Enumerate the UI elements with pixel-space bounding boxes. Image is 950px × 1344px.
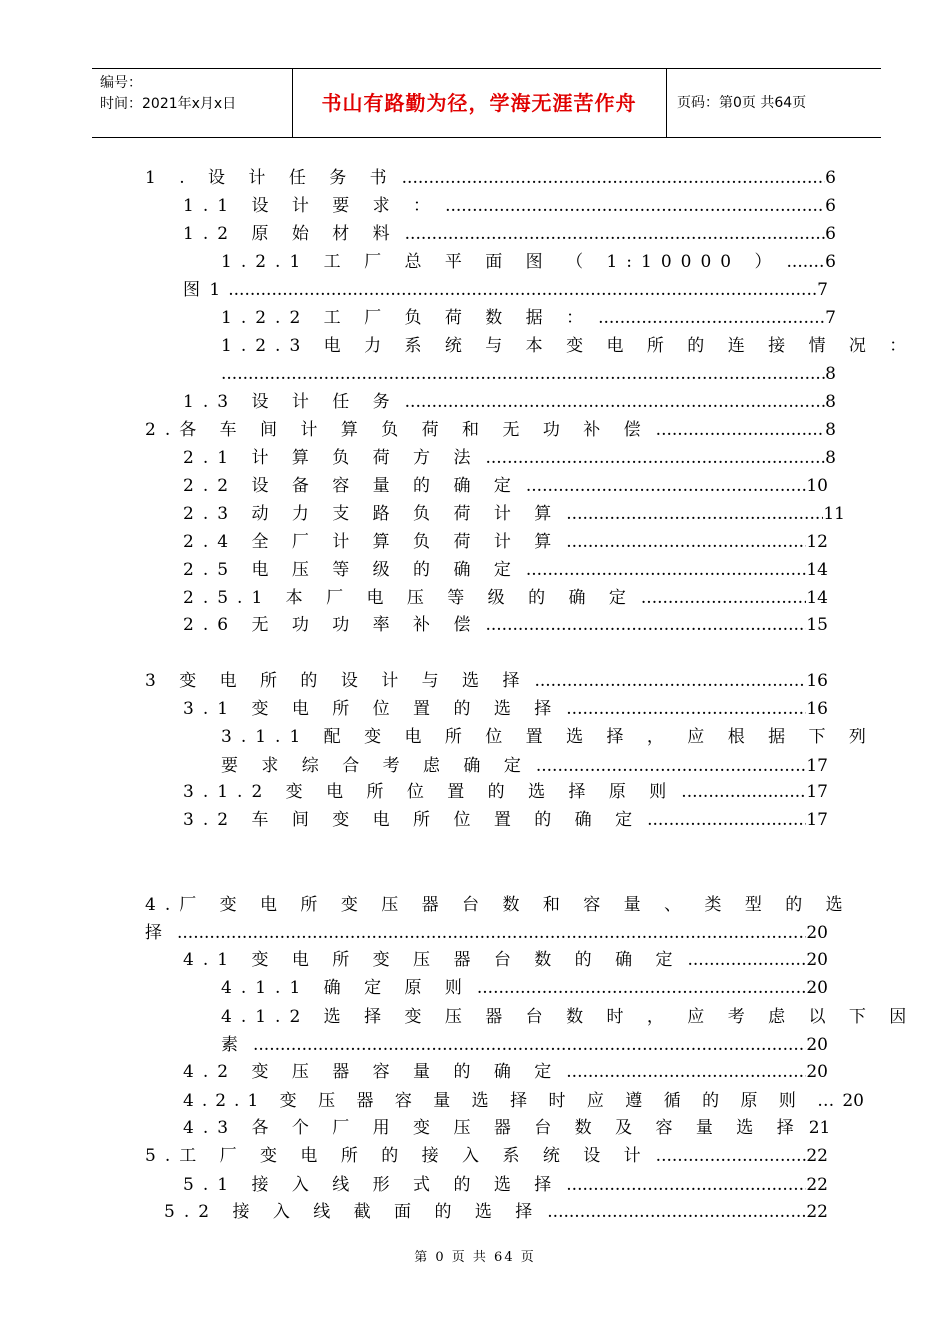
- toc-leader: [656, 1145, 807, 1167]
- toc-entry-title: 3.1.2 变 电 所 位 置 的 选 择 原 则: [183, 782, 676, 802]
- toc-entry[interactable]: [145, 167, 836, 189]
- toc-leader: [598, 307, 825, 329]
- toc-leader: [656, 419, 826, 441]
- toc-entry-title: 4.2 变 压 器 容 量 的 确 定: [183, 1062, 561, 1082]
- toc-entry-title: 素: [221, 1035, 247, 1055]
- toc-entry[interactable]: [183, 447, 836, 469]
- toc-leader: [566, 1061, 806, 1083]
- toc-entry-title[interactable]: 4.1.2 选 择 变 压 器 台 数 时 ， 应 考 虑 以 下 因: [221, 1007, 916, 1027]
- toc-entry-title[interactable]: 3.1.1 配 变 电 所 位 置 选 择 ， 应 根 据 下 列: [221, 727, 875, 747]
- toc-entry-page: 8: [825, 420, 836, 440]
- toc-leader: [566, 1174, 806, 1196]
- toc-entry-page: 17: [806, 810, 828, 830]
- toc-entry-page: 22: [806, 1202, 828, 1222]
- toc-entry[interactable]: [183, 195, 836, 217]
- toc-leader: [485, 614, 806, 636]
- toc-entry-title: 要 求 综 合 考 虑 确 定: [221, 756, 530, 776]
- toc-entry[interactable]: [183, 781, 828, 803]
- number-label: 编号：: [100, 75, 142, 91]
- toc-entry-title: 2.6 无 功 功 率 补 偿: [183, 615, 480, 635]
- page-footer: 第 0 页 共 64 页: [414, 1250, 536, 1265]
- toc-entry[interactable]: [164, 1201, 828, 1223]
- toc-entry[interactable]: [183, 531, 828, 553]
- toc-entry-page: 8: [825, 392, 836, 412]
- toc-entry-title: 4.2.1 变 压 器 容 量 选 择 时 应 遵 循 的 原 则 …: [183, 1091, 843, 1111]
- page-header: [92, 68, 881, 138]
- toc-entry-title: 5.2 接 入 线 截 面 的 选 择: [164, 1202, 542, 1222]
- toc-entry-page: 22: [806, 1146, 828, 1166]
- toc-entry[interactable]: [183, 1174, 828, 1196]
- toc-entry[interactable]: [145, 670, 828, 692]
- toc-entry-title: 3.2 车 间 变 电 所 位 置 的 确 定: [183, 810, 642, 830]
- toc-entry-page: 11: [823, 504, 845, 524]
- toc-entry[interactable]: [183, 949, 828, 971]
- toc-entry-page: 6: [825, 224, 836, 244]
- toc-entry-page: 8: [825, 364, 836, 384]
- toc-leader: [526, 559, 806, 581]
- toc-leader: [405, 223, 826, 245]
- toc-leader: [477, 977, 806, 999]
- toc-entry-title: 5.工 厂 变 电 所 的 接 入 系 统 设 计: [145, 1146, 650, 1166]
- toc-entry-page: 8: [825, 448, 836, 468]
- toc-entry[interactable]: [183, 1090, 864, 1112]
- toc-leader: [221, 363, 825, 385]
- toc-entry-title: 2.5 电 压 等 级 的 确 定: [183, 560, 520, 580]
- toc-entry-title: 2.1 计 算 负 荷 方 法: [183, 448, 480, 468]
- toc-leader: [405, 391, 826, 413]
- toc-leader: [566, 531, 806, 553]
- toc-entry-title: 2.4 全 厂 计 算 负 荷 计 算: [183, 532, 561, 552]
- toc-entry-title[interactable]: 4.厂 变 电 所 变 压 器 台 数 和 容 量 、 类 型 的 选: [145, 895, 852, 915]
- toc-leader: [787, 251, 826, 273]
- toc-entry-title: 5.1 接 入 线 形 式 的 选 择: [183, 1175, 561, 1195]
- toc-entry[interactable]: [183, 475, 828, 497]
- toc-entry[interactable]: [183, 223, 836, 245]
- toc-entry[interactable]: [183, 559, 828, 581]
- toc-entry-page: 6: [825, 168, 836, 188]
- toc-entry-page: 20: [806, 1035, 828, 1055]
- toc-entry-title: 1.3 设 计 任 务: [183, 392, 399, 412]
- toc-entry-page: 10: [806, 476, 828, 496]
- toc-entry-page: 16: [806, 699, 828, 719]
- toc-leader: [687, 949, 806, 971]
- toc-entry-title[interactable]: 1.2.3 电 力 系 统 与 本 变 电 所 的 连 接 情 况 ：: [221, 336, 916, 356]
- toc-entry[interactable]: [221, 307, 836, 329]
- toc-leader: [253, 1034, 806, 1056]
- toc-entry-title: 2.2 设 备 容 量 的 确 定: [183, 476, 520, 496]
- toc-entry-page: 20: [842, 1091, 864, 1111]
- toc-leader: [177, 922, 806, 944]
- toc-entry-page: 7: [817, 280, 828, 300]
- toc-entry-page: 14: [806, 588, 828, 608]
- header-page-number: 页码：第0页 共64页: [677, 95, 807, 111]
- toc-leader: [547, 1201, 806, 1223]
- toc-entry-title: 4.3 各 个 厂 用 变 压 器 台 数 及 容 量 选 择: [183, 1118, 803, 1138]
- toc-entry-title: 2.各 车 间 计 算 负 荷 和 无 功 补 偿: [145, 420, 650, 440]
- header-motto: 书山有路勤为径，学海无涯苦作舟: [321, 91, 637, 115]
- toc-entry-page: 15: [806, 615, 828, 635]
- toc-entry-page: 6: [825, 196, 836, 216]
- toc-leader: [534, 670, 806, 692]
- toc-entry[interactable]: [145, 1145, 828, 1167]
- toc-entry-title: 4.1.1 确 定 原 则: [221, 978, 471, 998]
- toc-entry[interactable]: [183, 809, 828, 831]
- toc-leader: [526, 475, 806, 497]
- toc-entry-page: 6: [825, 252, 836, 272]
- toc-entry[interactable]: [183, 503, 845, 525]
- toc-entry-title: 1.2 原 始 材 料: [183, 224, 399, 244]
- toc-entry[interactable]: [183, 614, 828, 636]
- toc-entry[interactable]: [183, 279, 828, 301]
- toc-entry-title: 1.1 设 计 要 求 ：: [183, 196, 440, 216]
- toc-leader: [641, 587, 806, 609]
- toc-entry[interactable]: [221, 755, 828, 777]
- toc-entry[interactable]: [221, 1034, 828, 1056]
- toc-leader: [402, 167, 826, 189]
- toc-leader: [228, 279, 817, 301]
- toc-entry-title: 择: [145, 923, 171, 943]
- toc-entry-page: 20: [806, 1062, 828, 1082]
- header-divider: [666, 69, 667, 137]
- toc-entry-title: 1.2.2 工 厂 负 荷 数 据 ：: [221, 308, 593, 328]
- toc-entry[interactable]: [183, 587, 828, 609]
- toc-entry-page: 14: [806, 560, 828, 580]
- header-divider: [292, 69, 293, 137]
- header-meta: [100, 73, 236, 115]
- toc-entry-page: 12: [806, 532, 828, 552]
- toc-entry[interactable]: [183, 391, 836, 413]
- toc-entry-title: 2.3 动 力 支 路 负 荷 计 算: [183, 504, 561, 524]
- toc-leader: [647, 809, 806, 831]
- toc-entry-title: 图 1: [183, 280, 223, 300]
- toc-entry-page: 22: [806, 1175, 828, 1195]
- time-label: 时间：2021年x月x日: [100, 96, 237, 112]
- toc-entry-title: 1.2.1 工 厂 总 平 面 图 （ 1:10000 ）: [221, 252, 781, 272]
- toc-entry[interactable]: [145, 419, 836, 441]
- toc-entry-title: 4.1 变 电 所 变 压 器 台 数 的 确 定: [183, 950, 682, 970]
- toc-entry-title: 3 变 电 所 的 设 计 与 选 择: [145, 671, 529, 691]
- toc-entry-page: 21: [808, 1118, 831, 1138]
- toc-entry[interactable]: [221, 251, 836, 273]
- toc-entry[interactable]: [183, 698, 828, 720]
- toc-entry[interactable]: [183, 1061, 828, 1083]
- toc-entry[interactable]: [221, 977, 828, 999]
- toc-leader: [485, 447, 825, 469]
- toc-entry-title: 1 . 设 计 任 务 书: [145, 168, 396, 188]
- toc-leader: [536, 755, 807, 777]
- toc-entry-title: 2.5.1 本 厂 电 压 等 级 的 确 定: [183, 588, 635, 608]
- toc-entry-page: 17: [806, 782, 828, 802]
- toc-leader: [445, 195, 825, 217]
- toc-entry[interactable]: [145, 922, 828, 944]
- toc-leader: [681, 781, 806, 803]
- toc-entry-title: 3.1 变 电 所 位 置 的 选 择: [183, 699, 561, 719]
- toc-entry-page: 20: [806, 978, 828, 998]
- toc-entry-page: 16: [806, 671, 828, 691]
- toc-entry-page: 20: [806, 950, 828, 970]
- toc-entry-page: 7: [825, 308, 836, 328]
- toc-leader: [566, 698, 806, 720]
- toc-entry[interactable]: [221, 363, 836, 385]
- toc-entry-page: 17: [806, 756, 828, 776]
- toc-entry[interactable]: [183, 1117, 831, 1139]
- toc-entry-page: 20: [806, 923, 828, 943]
- toc-leader: [566, 503, 823, 525]
